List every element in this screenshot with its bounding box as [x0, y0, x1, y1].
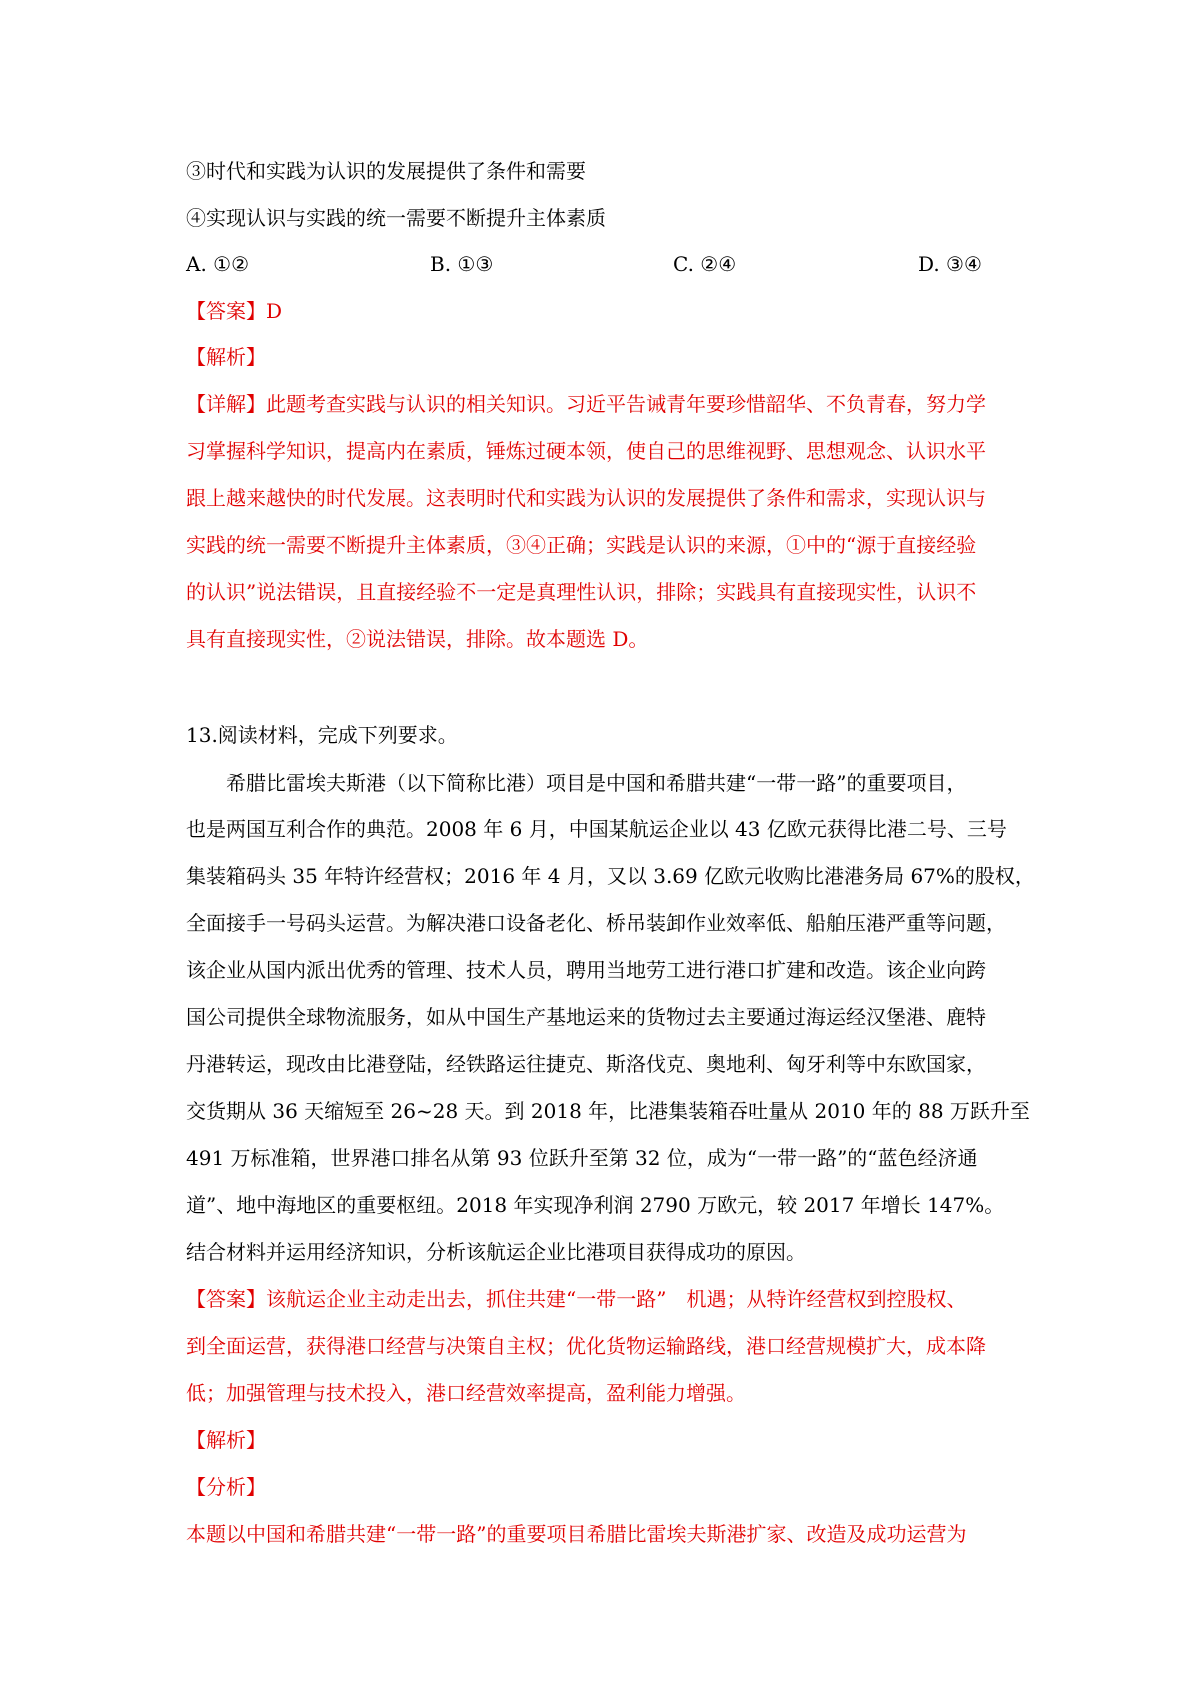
material-line: 道”、地中海地区的重要枢纽。2018 年实现净利润 2790 万欧元，较 2017 年增长 147%。 [186, 1193, 1005, 1217]
detail-line: 【详解】此题考查实践与认识的相关知识。习近平告诫青年要珍惜韶华、不负青春，努力学 [186, 392, 986, 416]
requirement: 结合材料并运用经济知识，分析该航运企业比港项目获得成功的原因。 [186, 1240, 806, 1264]
material-line: 该企业从国内派出优秀的管理、技术人员，聘用当地劳工进行港口扩建和改造。该企业向跨 [186, 958, 986, 982]
q13-answer-line: 到全面运营，获得港口经营与决策自主权；优化货物运输路线，港口经营规模扩大，成本降 [186, 1334, 986, 1358]
statement-4: ④实现认识与实践的统一需要不断提升主体素质 [186, 206, 606, 230]
option-d: D. ③④ [918, 252, 982, 276]
answer-label: 【答案】D [186, 299, 283, 323]
detail-line: 跟上越来越快的时代发展。这表明时代和实践为认识的发展提供了条件和需求，实现认识与 [186, 486, 986, 510]
material-line: 全面接手一号码头运营。为解决港口设备老化、桥吊装卸作业效率低、船舶压港严重等问题， [186, 911, 1006, 935]
material-line: 丹港转运，现改由比港登陆，经铁路运往捷克、斯洛伐克、奥地利、匈牙利等中东欧国家， [186, 1052, 986, 1076]
material-line: 国公司提供全球物流服务，如从中国生产基地运来的货物过去主要通过海运经汉堡港、鹿特 [186, 1005, 986, 1029]
q13-answer-line: 低；加强管理与技术投入，港口经营效率提高，盈利能力增强。 [186, 1381, 746, 1405]
option-a: A. ①② [186, 252, 250, 276]
q13-answer-line: 【答案】该航运企业主动走出去，抓住共建“一带一路” 机遇；从特许经营权到控股权、 [186, 1287, 967, 1311]
detail-line: 具有直接现实性，②说法错误，排除。故本题选 D。 [186, 627, 649, 651]
material-line: 交货期从 36 天缩短至 26~28 天。到 2018 年，比港集装箱吞吐量从 2010 年的 88 万跃升至 [186, 1099, 1030, 1123]
option-c: C. ②④ [673, 252, 737, 276]
option-b: B. ①③ [430, 252, 494, 276]
material-line: 希腊比雷埃夫斯港（以下简称比港）项目是中国和希腊共建“一带一路”的重要项目， [226, 771, 967, 795]
statement-3: ③时代和实践为认识的发展提供了条件和需要 [186, 159, 586, 183]
detail-line: 实践的统一需要不断提升主体素质，③④正确；实践是认识的来源，①中的“源于直接经验 [186, 533, 977, 557]
material-line: 也是两国互利合作的典范。2008 年 6 月，中国某航运企业以 43 亿欧元获得比港二号、三号 [186, 817, 1007, 841]
q13-analysis-label: 【解析】 [186, 1428, 266, 1452]
q13-fenxi-line: 本题以中国和希腊共建“一带一路”的重要项目希腊比雷埃夫斯港扩家、改造及成功运营为 [186, 1522, 967, 1546]
question-13-title: 13.阅读材料，完成下列要求。 [186, 723, 458, 747]
analysis-label: 【解析】 [186, 345, 266, 369]
material-line: 集装箱码头 35 年特许经营权；2016 年 4 月，又以 3.69 亿欧元收购比港港务局 67%的股权， [186, 864, 1035, 888]
q13-fenxi-label: 【分析】 [186, 1475, 266, 1499]
material-line: 491 万标准箱，世界港口排名从第 93 位跃升至第 32 位，成为“一带一路”的“蓝色经济通 [186, 1146, 978, 1170]
detail-line: 的认识”说法错误，且直接经验不一定是真理性认识，排除；实践具有直接现实性，认识不 [186, 580, 977, 604]
detail-line: 习掌握科学知识，提高内在素质，锤炼过硬本领，使自己的思维视野、思想观念、认识水平 [186, 439, 986, 463]
